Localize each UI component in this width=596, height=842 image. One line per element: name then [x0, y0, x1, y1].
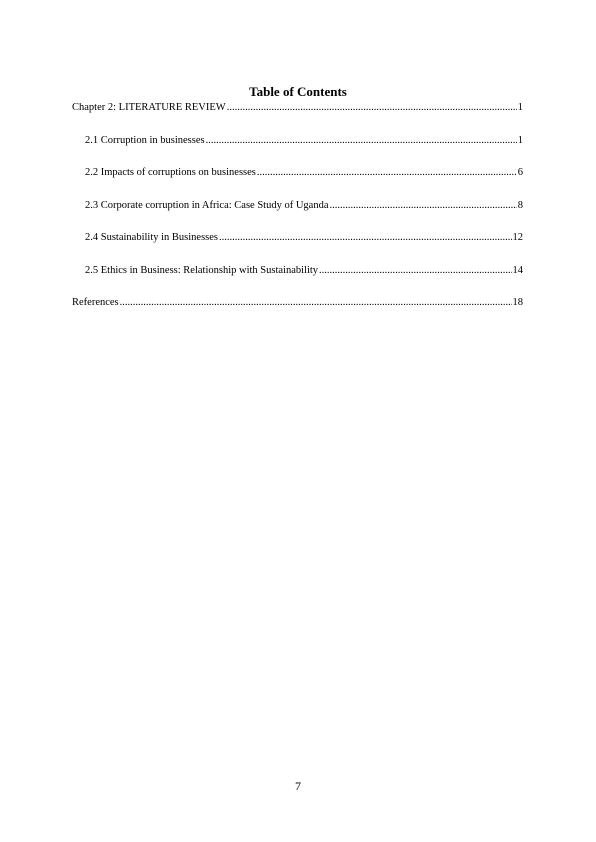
- toc-entry-2-5[interactable]: [85, 264, 523, 277]
- toc-entry-label: 2.5 Ethics in Business: Relationship with Sustainability: [85, 265, 319, 276]
- toc-dot-leader: [329, 199, 516, 212]
- toc-dot-leader: [120, 296, 512, 309]
- toc-entry-page-number: 1: [517, 102, 523, 113]
- toc-entry-label: 2.4 Sustainability in Businesses: [85, 232, 219, 243]
- toc-entry-2-1[interactable]: [85, 134, 523, 147]
- toc-entry-label: 2.2 Impacts of corruptions on businesses: [85, 167, 256, 178]
- toc-entry-2-3[interactable]: [85, 199, 523, 212]
- toc-entry-page-number: 1: [517, 135, 523, 146]
- toc-entry-chapter-2[interactable]: [72, 101, 523, 114]
- toc-dot-leader: [219, 231, 511, 244]
- toc-dot-leader: [206, 134, 517, 147]
- toc-entry-page-number: 14: [512, 265, 523, 276]
- toc-dot-leader: [257, 166, 517, 179]
- toc-entry-label: 2.3 Corporate corruption in Africa: Case Study of Uganda: [85, 200, 329, 211]
- toc-dot-leader: [319, 264, 511, 277]
- toc-entry-page-number: 18: [512, 297, 523, 308]
- toc-entry-2-4[interactable]: [85, 231, 523, 244]
- toc-entry-label: Chapter 2: LITERATURE REVIEW: [72, 102, 226, 113]
- toc-entry-2-2[interactable]: [85, 166, 523, 179]
- toc-title: Table of Contents: [249, 84, 347, 99]
- toc-dot-leader: [227, 101, 517, 114]
- toc-entry-page-number: 12: [512, 232, 523, 243]
- toc-entry-page-number: 6: [517, 167, 523, 178]
- toc-entry-label: 2.1 Corruption in businesses: [85, 135, 205, 146]
- toc-entry-label: References: [72, 297, 119, 308]
- toc-entry-references[interactable]: [72, 296, 523, 309]
- toc-entry-page-number: 8: [517, 200, 523, 211]
- page-number: 7: [295, 779, 301, 793]
